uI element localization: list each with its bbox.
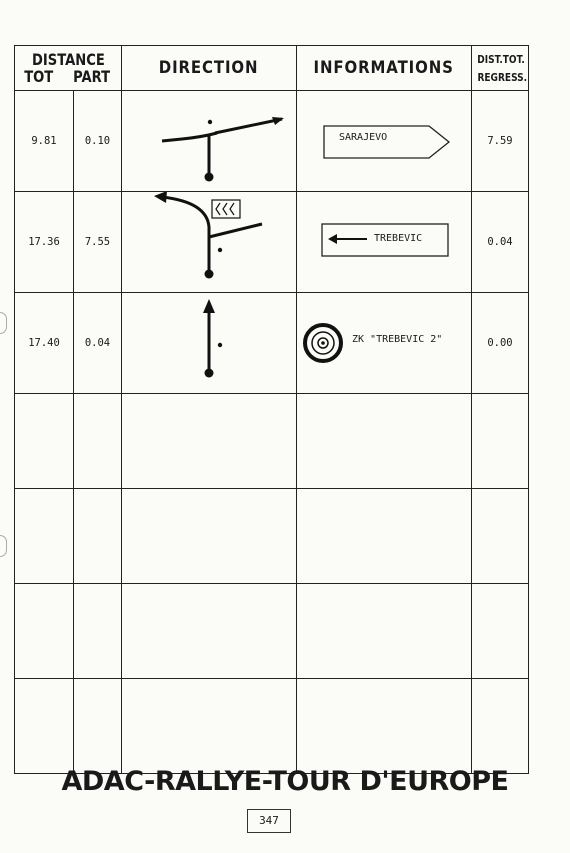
direction-cell [122, 679, 297, 774]
tulip-diagram-straight [122, 293, 297, 388]
table-row [15, 679, 529, 774]
table-row [15, 293, 529, 394]
dist-tot-label: DIST.TOT. [477, 53, 525, 66]
tot-label: TOT [24, 67, 54, 86]
table-row [15, 584, 529, 679]
tulip-diagram-left-hairpin [122, 192, 297, 287]
info-cell [297, 394, 472, 489]
distance-label: DISTANCE [31, 50, 105, 69]
table-row [15, 91, 529, 192]
part-cell [74, 584, 122, 679]
part-cell: 0.10 [74, 91, 122, 192]
regress-cell: 0.00 [472, 293, 529, 394]
info-cell [297, 584, 472, 679]
tulip-diagram-right-fork [122, 91, 297, 186]
part-cell: 7.55 [74, 192, 122, 293]
tot-cell: 17.40 [15, 293, 74, 394]
tot-cell: 17.36 [15, 192, 74, 293]
direction-cell [122, 192, 297, 293]
direction-cell [122, 394, 297, 489]
header-row [15, 46, 529, 91]
part-label: PART [73, 67, 111, 86]
sign-text: SARAJEVO [339, 132, 388, 143]
direction-cell [122, 489, 297, 584]
tot-cell: 9.81 [15, 91, 74, 192]
table-row [15, 489, 529, 584]
binder-hole-mark [0, 312, 7, 334]
info-cell [297, 489, 472, 584]
binder-hole-mark [0, 535, 7, 557]
regress-cell [472, 489, 529, 584]
regress-cell: 0.04 [472, 192, 529, 293]
regress-cell [472, 394, 529, 489]
info-cell [297, 679, 472, 774]
control-text: ZK "TREBEVIC 2" [352, 334, 443, 345]
direction-cell [122, 584, 297, 679]
regress-cell [472, 679, 529, 774]
info-cell [297, 192, 472, 293]
info-cell [297, 293, 472, 394]
info-cell [297, 91, 472, 192]
roadbook-table [14, 45, 529, 774]
dist-tot-regress-header [472, 46, 529, 91]
regress-cell [472, 584, 529, 679]
part-cell [74, 394, 122, 489]
table-row [15, 394, 529, 489]
informations-header: INFORMATIONS [297, 46, 472, 91]
rally-title: ADAC-RALLYE-TOUR D'EUROPE [61, 766, 509, 797]
direction-cell [122, 293, 297, 394]
distance-header [15, 46, 122, 91]
part-cell [74, 489, 122, 584]
tot-cell [15, 489, 74, 584]
table-row [15, 192, 529, 293]
regress-cell: 7.59 [472, 91, 529, 192]
tot-cell [15, 679, 74, 774]
sign-text: TREBEVIC [374, 233, 423, 244]
direction-header: DIRECTION [122, 46, 297, 91]
direction-cell [122, 91, 297, 192]
tot-cell [15, 394, 74, 489]
tot-cell [15, 584, 74, 679]
part-cell [74, 679, 122, 774]
regress-label: REGRESS. [477, 71, 528, 84]
part-cell: 0.04 [74, 293, 122, 394]
page-number: 347 [247, 809, 291, 833]
